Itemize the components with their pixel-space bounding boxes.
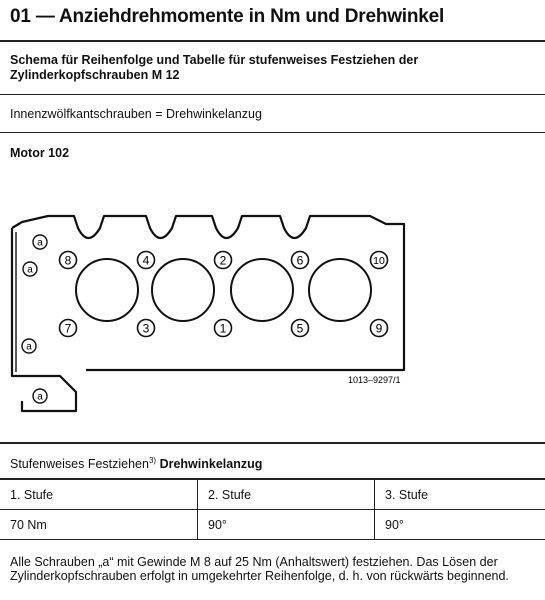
table-header: 3. Stufe	[375, 479, 545, 510]
bolt-3	[138, 320, 155, 337]
cylinder-head-diagram	[0, 200, 545, 425]
footnote-text: Alle Schrauben „a“ mit Gewinde M 8 auf 25 Nm (Anhaltswert) festziehen. Das Lösen der Zylinderkopfschrauben erfolgt in umgekehrter Reihenfolge, d. h. von rückwärts beginnend.	[10, 555, 509, 583]
screw-type-text: Innenzwölfkantschrauben = Drehwinkelanzug	[10, 107, 262, 121]
table-header: 1. Stufe	[0, 479, 198, 510]
svg-text:9: 9	[375, 321, 383, 336]
page-title: 01 — Anziehdrehmomente in Nm und Drehwinkel	[10, 6, 445, 27]
title-divider	[0, 40, 545, 42]
section-subtitle: Schema für Reihenfolge und Tabelle für stufenweises Festziehen der Zylinderkopfschrauben M 12	[10, 53, 419, 82]
bolt-7	[60, 320, 77, 337]
bolt-5	[292, 320, 309, 337]
cylinder-bore	[76, 259, 138, 321]
table-cell: 90°	[375, 510, 545, 540]
bolt-1	[215, 320, 232, 337]
svg-text:8: 8	[64, 253, 72, 268]
svg-text:1: 1	[219, 321, 227, 336]
svg-text:a: a	[37, 391, 43, 403]
cylinder-bore	[309, 259, 371, 321]
svg-text:a: a	[37, 237, 43, 249]
motor-heading: Motor 102	[10, 146, 70, 160]
aux-bolt-a	[33, 389, 47, 403]
table-row	[0, 510, 545, 540]
footnote-marker: 3)	[148, 456, 157, 465]
staged-prefix: Stufenweises Festziehen	[10, 457, 149, 472]
aux-bolt-a	[23, 262, 37, 276]
cylinder-bore	[152, 259, 214, 321]
svg-text:5: 5	[296, 321, 304, 336]
table-cell: 70 Nm	[0, 510, 198, 540]
svg-text:10: 10	[373, 255, 385, 267]
svg-text:a: a	[26, 341, 32, 353]
figure-reference: 1013–9297/1	[348, 375, 401, 385]
svg-text:a: a	[27, 264, 33, 276]
cylinder-bore	[231, 259, 293, 321]
torque-table	[0, 478, 545, 540]
screw-type-divider	[0, 132, 545, 133]
table-cell: 90°	[198, 510, 375, 540]
staged-method: Drehwinkelanzug	[159, 457, 263, 472]
subtitle-divider	[0, 94, 545, 95]
svg-text:2: 2	[219, 253, 227, 268]
table-header: 2. Stufe	[198, 479, 375, 510]
svg-text:7: 7	[64, 321, 72, 336]
svg-text:4: 4	[142, 253, 150, 268]
cylinder-head-outline	[12, 216, 404, 411]
svg-text:6: 6	[296, 253, 304, 268]
bolt-10	[371, 252, 388, 269]
aux-bolt-a	[22, 339, 36, 353]
diagram-divider	[0, 442, 545, 444]
table-header-row	[0, 479, 545, 510]
staged-tightening-heading	[10, 456, 262, 471]
bolt-9	[371, 320, 388, 337]
aux-bolt-a	[33, 235, 47, 249]
bolt-4	[138, 252, 155, 269]
bolt-2	[215, 252, 232, 269]
bolt-8	[60, 252, 77, 269]
svg-text:3: 3	[142, 321, 150, 336]
bolt-6	[292, 252, 309, 269]
